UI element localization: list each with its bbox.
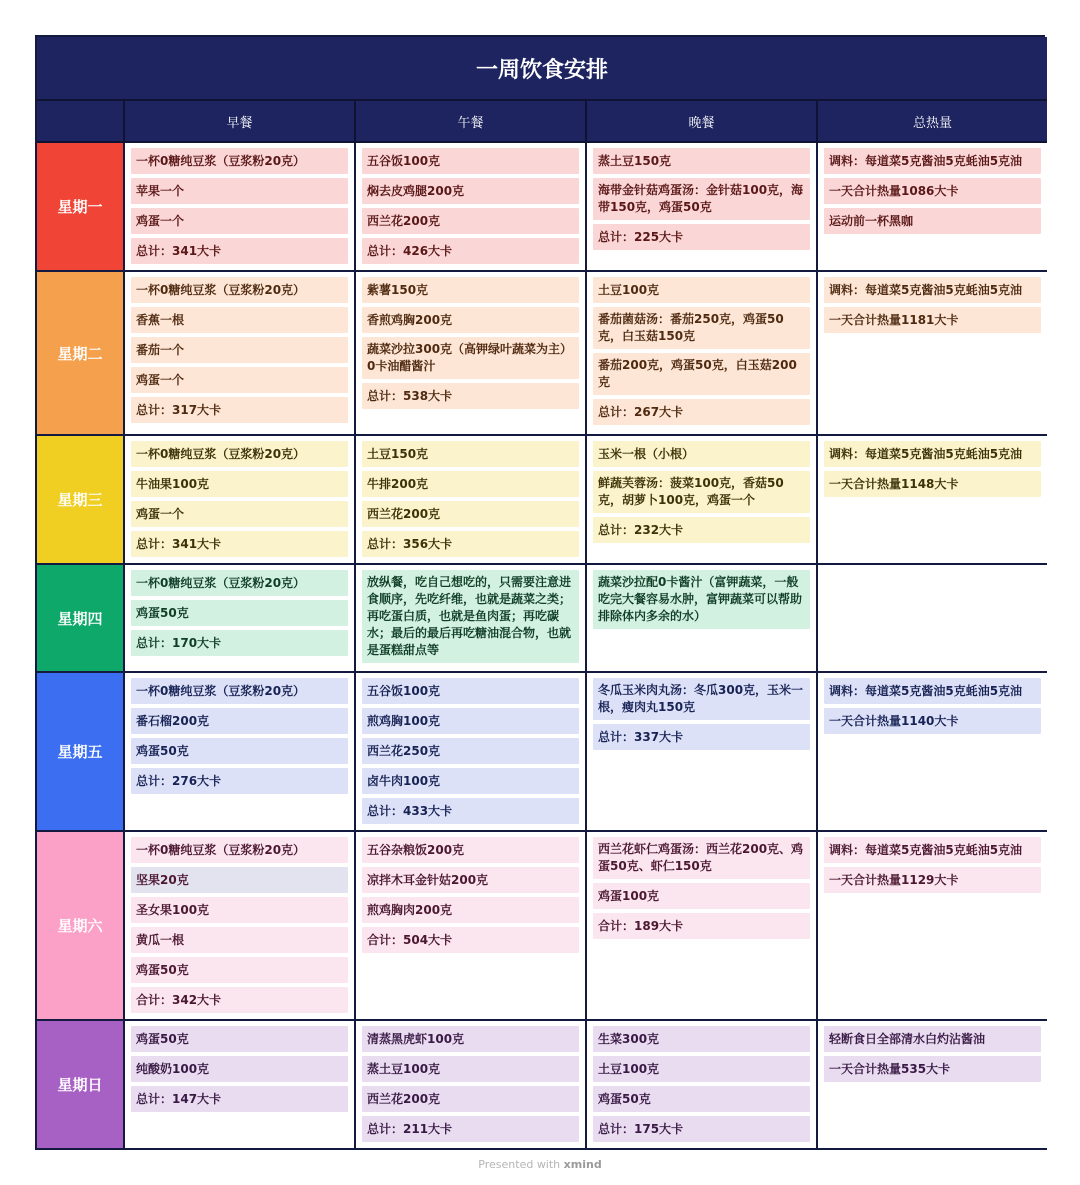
- breakfast-item[interactable]: 圣女果100克: [131, 897, 348, 923]
- lunch-cell: [354, 1021, 585, 1150]
- breakfast-item[interactable]: 鸡蛋50克: [131, 1026, 348, 1052]
- lunch-cell: [354, 272, 585, 436]
- breakfast-item[interactable]: 香蕉一根: [131, 307, 348, 333]
- breakfast-cell: [123, 673, 354, 832]
- day-label: 星期二: [37, 272, 123, 436]
- column-header-breakfast: 早餐: [123, 101, 354, 143]
- total-item[interactable]: 轻断食日全部清水白灼沾酱油: [824, 1026, 1041, 1052]
- dinner-item[interactable]: 蒸土豆150克: [593, 148, 810, 174]
- dinner-item[interactable]: 总计：337大卡: [593, 724, 810, 750]
- breakfast-item[interactable]: 一杯0糖纯豆浆（豆浆粉20克）: [131, 441, 348, 467]
- lunch-item[interactable]: 西兰花200克: [362, 1086, 579, 1112]
- breakfast-item[interactable]: 一杯0糖纯豆浆（豆浆粉20克）: [131, 148, 348, 174]
- lunch-item[interactable]: 牛排200克: [362, 471, 579, 497]
- lunch-item[interactable]: 焖去皮鸡腿200克: [362, 178, 579, 204]
- header-corner: [37, 101, 123, 143]
- breakfast-cell: [123, 1021, 354, 1150]
- dinner-item[interactable]: 总计：225大卡: [593, 224, 810, 250]
- lunch-item[interactable]: 五谷饭100克: [362, 148, 579, 174]
- column-header-lunch: 午餐: [354, 101, 585, 143]
- lunch-item[interactable]: 蔬菜沙拉300克（高钾绿叶蔬菜为主）0卡油醋酱汁: [362, 337, 579, 379]
- total-item[interactable]: 调料：每道菜5克酱油5克蚝油5克油: [824, 441, 1041, 467]
- breakfast-cell: [123, 436, 354, 565]
- lunch-item[interactable]: 清蒸黑虎虾100克: [362, 1026, 579, 1052]
- lunch-cell: [354, 143, 585, 272]
- total-cell: [816, 832, 1047, 1021]
- total-item[interactable]: 运动前一杯黑咖: [824, 208, 1041, 234]
- lunch-cell: [354, 832, 585, 1021]
- day-label: 星期日: [37, 1021, 123, 1150]
- lunch-cell: [354, 565, 585, 673]
- breakfast-item[interactable]: 鸡蛋一个: [131, 367, 348, 393]
- lunch-item[interactable]: 总计：433大卡: [362, 798, 579, 824]
- lunch-item[interactable]: 总计：211大卡: [362, 1116, 579, 1142]
- breakfast-item[interactable]: 苹果一个: [131, 178, 348, 204]
- breakfast-item[interactable]: 总计：341大卡: [131, 531, 348, 557]
- lunch-item[interactable]: 西兰花200克: [362, 208, 579, 234]
- total-item[interactable]: 调料：每道菜5克酱油5克蚝油5克油: [824, 277, 1041, 303]
- total-cell: [816, 272, 1047, 436]
- breakfast-item[interactable]: 一杯0糖纯豆浆（豆浆粉20克）: [131, 837, 348, 863]
- total-cell: [816, 1021, 1047, 1150]
- dinner-item[interactable]: 合计：189大卡: [593, 913, 810, 939]
- total-item[interactable]: 一天合计热量1181大卡: [824, 307, 1041, 333]
- lunch-item[interactable]: 放纵餐，吃自己想吃的，只需要注意进食顺序，先吃纤维，也就是蔬菜之类；再吃蛋白质，也就是鱼肉蛋；再吃碳水；最后的最后再吃糖油混合物，也就是蛋糕甜点等: [362, 570, 579, 663]
- lunch-item[interactable]: 煎鸡胸肉200克: [362, 897, 579, 923]
- footer-prefix: Presented with: [478, 1158, 561, 1171]
- breakfast-item[interactable]: 合计：342大卡: [131, 987, 348, 1013]
- day-label: 星期六: [37, 832, 123, 1021]
- breakfast-item[interactable]: 总计：341大卡: [131, 238, 348, 264]
- column-header-dinner: 晚餐: [585, 101, 816, 143]
- dinner-item[interactable]: 土豆100克: [593, 277, 810, 303]
- dinner-item[interactable]: 西兰花虾仁鸡蛋汤：西兰花200克、鸡蛋50克、虾仁150克: [593, 837, 810, 879]
- meal-plan-board: [35, 35, 1045, 1150]
- lunch-item[interactable]: 五谷饭100克: [362, 678, 579, 704]
- total-item[interactable]: 一天合计热量535大卡: [824, 1056, 1041, 1082]
- lunch-item[interactable]: 煎鸡胸100克: [362, 708, 579, 734]
- footer-brand: xmind: [563, 1158, 602, 1171]
- lunch-item[interactable]: 香煎鸡胸200克: [362, 307, 579, 333]
- breakfast-item[interactable]: 黄瓜一根: [131, 927, 348, 953]
- dinner-item[interactable]: 番茄菌菇汤：番茄250克，鸡蛋50克，白玉菇150克: [593, 307, 810, 349]
- total-item[interactable]: 调料：每道菜5克酱油5克蚝油5克油: [824, 678, 1041, 704]
- dinner-cell: [585, 1021, 816, 1150]
- total-cell: [816, 673, 1047, 832]
- day-label: 星期一: [37, 143, 123, 272]
- breakfast-cell: [123, 143, 354, 272]
- dinner-item[interactable]: 鲜蔬芙蓉汤：菠菜100克，香菇50克，胡萝卜100克，鸡蛋一个: [593, 471, 810, 513]
- dinner-cell: [585, 832, 816, 1021]
- lunch-item[interactable]: 土豆150克: [362, 441, 579, 467]
- total-item[interactable]: 调料：每道菜5克酱油5克蚝油5克油: [824, 837, 1041, 863]
- breakfast-item[interactable]: 一杯0糖纯豆浆（豆浆粉20克）: [131, 678, 348, 704]
- total-item[interactable]: 一天合计热量1129大卡: [824, 867, 1041, 893]
- breakfast-item[interactable]: 番石榴200克: [131, 708, 348, 734]
- dinner-item[interactable]: 鸡蛋100克: [593, 883, 810, 909]
- breakfast-item[interactable]: 番茄一个: [131, 337, 348, 363]
- dinner-item[interactable]: 土豆100克: [593, 1056, 810, 1082]
- dinner-cell: [585, 565, 816, 673]
- lunch-item[interactable]: 西兰花250克: [362, 738, 579, 764]
- breakfast-item[interactable]: 总计：170大卡: [131, 630, 348, 656]
- dinner-item[interactable]: 鸡蛋50克: [593, 1086, 810, 1112]
- breakfast-item[interactable]: 总计：147大卡: [131, 1086, 348, 1112]
- breakfast-item[interactable]: 鸡蛋50克: [131, 957, 348, 983]
- day-label: 星期五: [37, 673, 123, 832]
- day-label: 星期三: [37, 436, 123, 565]
- lunch-item[interactable]: 凉拌木耳金针姑200克: [362, 867, 579, 893]
- dinner-cell: [585, 436, 816, 565]
- total-cell: [816, 143, 1047, 272]
- dinner-cell: [585, 272, 816, 436]
- breakfast-cell: [123, 832, 354, 1021]
- breakfast-item[interactable]: 鸡蛋一个: [131, 208, 348, 234]
- lunch-item[interactable]: 五谷杂粮饭200克: [362, 837, 579, 863]
- day-label: 星期四: [37, 565, 123, 673]
- total-item[interactable]: 一天合计热量1086大卡: [824, 178, 1041, 204]
- breakfast-item[interactable]: 总计：317大卡: [131, 397, 348, 423]
- breakfast-item[interactable]: 纯酸奶100克: [131, 1056, 348, 1082]
- column-header-total: 总热量: [816, 101, 1047, 143]
- total-item[interactable]: 一天合计热量1148大卡: [824, 471, 1041, 497]
- lunch-item[interactable]: 西兰花200克: [362, 501, 579, 527]
- breakfast-item[interactable]: 牛油果100克: [131, 471, 348, 497]
- dinner-item[interactable]: 蔬菜沙拉配0卡酱汁（富钾蔬菜，一般吃完大餐容易水肿，富钾蔬菜可以帮助排除体内多余的水）: [593, 570, 810, 629]
- lunch-item[interactable]: 合计：504大卡: [362, 927, 579, 953]
- dinner-item[interactable]: 玉米一根（小根）: [593, 441, 810, 467]
- lunch-cell: [354, 436, 585, 565]
- dinner-item[interactable]: 生菜300克: [593, 1026, 810, 1052]
- breakfast-item[interactable]: 总计：276大卡: [131, 768, 348, 794]
- total-item[interactable]: 一天合计热量1140大卡: [824, 708, 1041, 734]
- breakfast-item[interactable]: 鸡蛋50克: [131, 738, 348, 764]
- breakfast-item[interactable]: 坚果20克: [131, 867, 348, 893]
- breakfast-cell: [123, 565, 354, 673]
- lunch-item[interactable]: 总计：538大卡: [362, 383, 579, 409]
- dinner-item[interactable]: 海带金针菇鸡蛋汤：金针菇100克，海带150克，鸡蛋50克: [593, 178, 810, 220]
- page-title: 一周饮食安排: [37, 37, 1047, 101]
- dinner-item[interactable]: 总计：175大卡: [593, 1116, 810, 1142]
- breakfast-cell: [123, 272, 354, 436]
- breakfast-item[interactable]: 一杯0糖纯豆浆（豆浆粉20克）: [131, 277, 348, 303]
- dinner-item[interactable]: 总计：232大卡: [593, 517, 810, 543]
- lunch-cell: [354, 673, 585, 832]
- dinner-item[interactable]: 冬瓜玉米肉丸汤：冬瓜300克，玉米一根，瘦肉丸150克: [593, 678, 810, 720]
- lunch-item[interactable]: 总计：356大卡: [362, 531, 579, 557]
- lunch-item[interactable]: 蒸土豆100克: [362, 1056, 579, 1082]
- dinner-cell: [585, 143, 816, 272]
- dinner-item[interactable]: 番茄200克，鸡蛋50克，白玉菇200克: [593, 353, 810, 395]
- total-item[interactable]: 调料：每道菜5克酱油5克蚝油5克油: [824, 148, 1041, 174]
- dinner-cell: [585, 673, 816, 832]
- breakfast-item[interactable]: 一杯0糖纯豆浆（豆浆粉20克）: [131, 570, 348, 596]
- breakfast-item[interactable]: 鸡蛋50克: [131, 600, 348, 626]
- dinner-item[interactable]: 总计：267大卡: [593, 399, 810, 425]
- breakfast-item[interactable]: 鸡蛋一个: [131, 501, 348, 527]
- lunch-item[interactable]: 卤牛肉100克: [362, 768, 579, 794]
- lunch-item[interactable]: 紫薯150克: [362, 277, 579, 303]
- lunch-item[interactable]: 总计：426大卡: [362, 238, 579, 264]
- footer-credit: [0, 1158, 1080, 1171]
- total-cell: [816, 565, 1047, 673]
- total-cell: [816, 436, 1047, 565]
